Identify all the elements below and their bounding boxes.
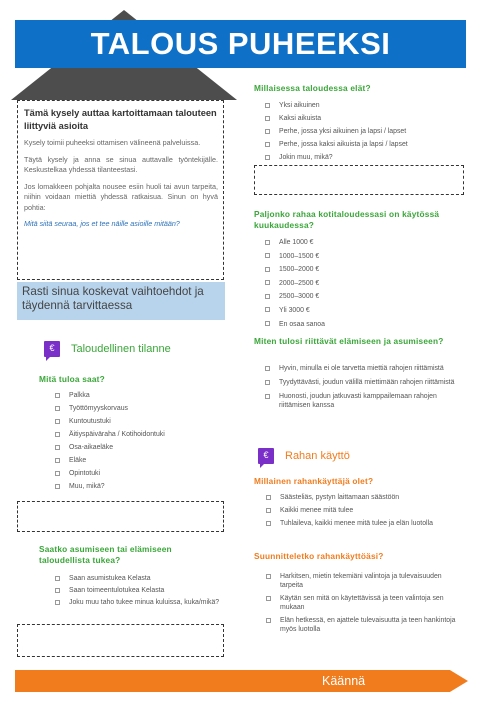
checkbox-option[interactable] xyxy=(266,519,461,528)
checkbox-option[interactable] xyxy=(266,493,461,502)
checkbox-label: Osa-aikaeläke xyxy=(69,444,114,451)
checkbox-option[interactable] xyxy=(55,391,225,400)
checkbox-option[interactable] xyxy=(265,306,415,315)
checkbox-option[interactable] xyxy=(265,320,415,329)
checkbox-icon[interactable] xyxy=(266,574,271,579)
checkbox-label: Muu, mikä? xyxy=(69,483,105,490)
checkbox-icon[interactable] xyxy=(265,267,270,272)
checkbox-option[interactable] xyxy=(266,616,461,634)
checkbox-option[interactable] xyxy=(266,594,461,612)
question-monthly-money: Paljonko rahaa kotitaloudessasi on käytössä kuukaudessa? xyxy=(254,209,440,230)
checkbox-option[interactable] xyxy=(265,392,460,410)
intro-paragraph-1: Kysely toimii puheeksi ottamisen välineenä palveluissa. xyxy=(24,138,201,147)
checkbox-option[interactable] xyxy=(55,586,225,595)
checkbox-option[interactable] xyxy=(265,127,465,136)
checkbox-option[interactable] xyxy=(265,140,465,149)
checkbox-icon[interactable] xyxy=(265,116,270,121)
checkbox-label: Jokin muu, mikä? xyxy=(279,154,333,161)
checkbox-label: Opintotuki xyxy=(69,470,101,477)
checkbox-icon[interactable] xyxy=(265,142,270,147)
income-other-input[interactable] xyxy=(17,501,224,532)
section-header-money-use xyxy=(258,448,350,464)
intro-paragraph-3: Jos lomakkeen pohjalta nousee esiin huoli tai avun tarpeita, niihin voidaan miettiä yhdessä ratkaisua. Sinun on hyvä pohtia: xyxy=(24,181,218,212)
checkbox-icon[interactable] xyxy=(266,495,271,500)
checkbox-icon[interactable] xyxy=(265,380,270,385)
checkbox-icon[interactable] xyxy=(265,307,270,312)
page-title: TALOUS PUHEEKSI xyxy=(15,20,466,68)
euro-icon: € xyxy=(258,448,274,464)
checkbox-label: Tyydyttävästi, joudun välillä miettimään rahojen riittämistä xyxy=(279,379,455,386)
checkbox-option[interactable] xyxy=(265,252,415,261)
checkbox-option[interactable] xyxy=(55,443,225,452)
checkbox-icon[interactable] xyxy=(55,432,60,437)
checkbox-label: 2500–3000 € xyxy=(279,293,320,301)
checkbox-label: Äitiyspäiväraha / Kotihoidontuki xyxy=(69,431,165,438)
question-planning: Suunnitteletko rahankäyttöäsi? xyxy=(254,551,384,561)
checkbox-option[interactable] xyxy=(265,364,460,373)
checkbox-label: 1500–2000 € xyxy=(279,266,320,274)
section-header-finance xyxy=(44,341,171,357)
checkbox-icon[interactable] xyxy=(266,521,271,526)
sufficiency-options xyxy=(265,364,460,415)
checkbox-label: Hyvin, minulla ei ole tarvetta miettiä rahojen riittämistä xyxy=(279,365,444,372)
spender-options xyxy=(266,493,461,532)
checkbox-icon[interactable] xyxy=(55,600,60,605)
question-housing-support: Saatko asumiseen tai elämiseen taloudellista tukea? xyxy=(39,544,172,565)
checkbox-option[interactable] xyxy=(265,238,415,247)
checkbox-option[interactable] xyxy=(55,456,225,465)
checkbox-label: Kaikki menee mitä tulee xyxy=(280,507,354,514)
checkbox-icon[interactable] xyxy=(265,394,270,399)
household-other-input[interactable] xyxy=(254,165,464,195)
checkbox-icon[interactable] xyxy=(265,280,270,285)
checkbox-icon[interactable] xyxy=(55,576,60,581)
checkbox-label: Työttömyyskorvaus xyxy=(69,405,128,412)
turn-page-arrow[interactable] xyxy=(15,670,468,692)
intro-question: Mitä siitä seuraa, jos et tee näille asioille mitään? xyxy=(24,219,180,228)
checkbox-icon[interactable] xyxy=(55,419,60,424)
checkbox-icon[interactable] xyxy=(55,445,60,450)
checkbox-icon[interactable] xyxy=(265,294,270,299)
checkbox-option[interactable] xyxy=(55,482,225,491)
checkbox-label: 2000–2500 € xyxy=(279,279,320,287)
instruction-callout: Rasti sinua koskevat vaihtoehdot ja täydennä tarvittaessa xyxy=(17,282,225,320)
checkbox-label: Säästeliäs, pystyn laittamaan säästöön xyxy=(280,494,400,501)
intro-paragraph-2: Täytä kysely ja anna se sinua auttavalle työntekijälle. Keskustelkaa yhdessä tilanteestasi. xyxy=(24,154,218,174)
checkbox-icon[interactable] xyxy=(265,240,270,245)
checkbox-option[interactable] xyxy=(265,153,465,162)
checkbox-label: Perhe, jossa kaksi aikuista ja lapsi / lapset xyxy=(279,141,408,148)
question-spender-type: Millainen rahankäyttäjä olet? xyxy=(254,476,374,486)
checkbox-option[interactable] xyxy=(55,574,225,583)
checkbox-label: Kuntoutustuki xyxy=(69,418,111,425)
checkbox-label: Kaksi aikuista xyxy=(279,115,322,122)
household-options xyxy=(265,101,465,166)
checkbox-icon[interactable] xyxy=(265,321,270,326)
intro-box xyxy=(17,100,224,280)
checkbox-option[interactable] xyxy=(265,101,465,110)
checkbox-icon[interactable] xyxy=(265,129,270,134)
checkbox-label: Palkka xyxy=(69,392,90,399)
intro-heading: Tämä kysely auttaa kartoittamaan talouteen liittyviä asioita xyxy=(24,108,217,131)
euro-icon: € xyxy=(44,341,60,357)
question-income-sufficiency: Miten tulosi riittävät elämiseen ja asumiseen? xyxy=(254,336,444,346)
checkbox-icon[interactable] xyxy=(55,471,60,476)
turn-page-label: Käännä xyxy=(322,674,366,688)
question-income: Mitä tuloa saat? xyxy=(39,374,105,384)
checkbox-icon[interactable] xyxy=(266,596,271,601)
checkbox-label: Tuhlaileva, kaikki menee mitä tulee ja elän luotolla xyxy=(280,520,433,527)
checkbox-label: Perhe, jossa yksi aikuinen ja lapsi / lapset xyxy=(279,128,407,135)
checkbox-option[interactable] xyxy=(265,378,460,387)
checkbox-icon[interactable] xyxy=(265,103,270,108)
checkbox-option[interactable] xyxy=(55,598,225,607)
housing-other-input[interactable] xyxy=(17,624,224,657)
checkbox-icon[interactable] xyxy=(266,508,271,513)
checkbox-label: Yksi aikuinen xyxy=(279,102,320,109)
checkbox-label: 1000–1500 € xyxy=(279,252,320,260)
checkbox-icon[interactable] xyxy=(265,366,270,371)
checkbox-label: Käytän sen mitä on käytettävissä ja teen valintoja sen mukaan xyxy=(280,595,444,611)
checkbox-label: Saan asumistukea Kelasta xyxy=(69,575,151,582)
checkbox-option[interactable] xyxy=(265,265,415,274)
checkbox-icon[interactable] xyxy=(55,458,60,463)
checkbox-label: Elän hetkessä, en ajattele tulevaisuutta ja teen hankintoja myös luotolla xyxy=(280,617,456,633)
checkbox-icon[interactable] xyxy=(265,253,270,258)
housing-options xyxy=(55,574,225,610)
checkbox-option[interactable] xyxy=(55,469,225,478)
checkbox-label: Harkitsen, mietin tekemiäni valintoja ja tulevaisuuden tarpeita xyxy=(280,573,442,589)
checkbox-icon[interactable] xyxy=(266,618,271,623)
checkbox-label: Yli 3000 € xyxy=(279,306,310,314)
checkbox-option[interactable] xyxy=(266,506,461,515)
checkbox-icon[interactable] xyxy=(55,406,60,411)
checkbox-option[interactable] xyxy=(55,404,225,413)
checkbox-label: En osaa sanoa xyxy=(279,320,325,328)
checkbox-label: Saan toimeentulotukea Kelasta xyxy=(69,587,165,594)
checkbox-icon[interactable] xyxy=(55,393,60,398)
checkbox-icon[interactable] xyxy=(55,484,60,489)
checkbox-option[interactable] xyxy=(55,417,225,426)
checkbox-option[interactable] xyxy=(265,292,415,301)
section-label-money-use: Rahan käyttö xyxy=(285,450,350,462)
checkbox-icon[interactable] xyxy=(265,155,270,160)
checkbox-option[interactable] xyxy=(265,114,465,123)
checkbox-option[interactable] xyxy=(265,279,415,288)
planning-options xyxy=(266,572,461,638)
checkbox-label: Joku muu taho tukee minua kuluissa, kuka/mikä? xyxy=(69,599,220,606)
checkbox-option[interactable] xyxy=(266,572,461,590)
checkbox-label: Huonosti, joudun jatkuvasti kamppailemaan rahojen riittämisen kanssa xyxy=(279,393,437,409)
checkbox-label: Eläke xyxy=(69,457,87,464)
checkbox-option[interactable] xyxy=(55,430,225,439)
income-options xyxy=(55,391,225,495)
question-household: Millaisessa taloudessa elät? xyxy=(254,83,371,93)
checkbox-icon[interactable] xyxy=(55,588,60,593)
money-options xyxy=(265,238,415,333)
section-label-finance: Taloudellinen tilanne xyxy=(71,343,171,355)
checkbox-label: Alle 1000 € xyxy=(279,239,314,246)
